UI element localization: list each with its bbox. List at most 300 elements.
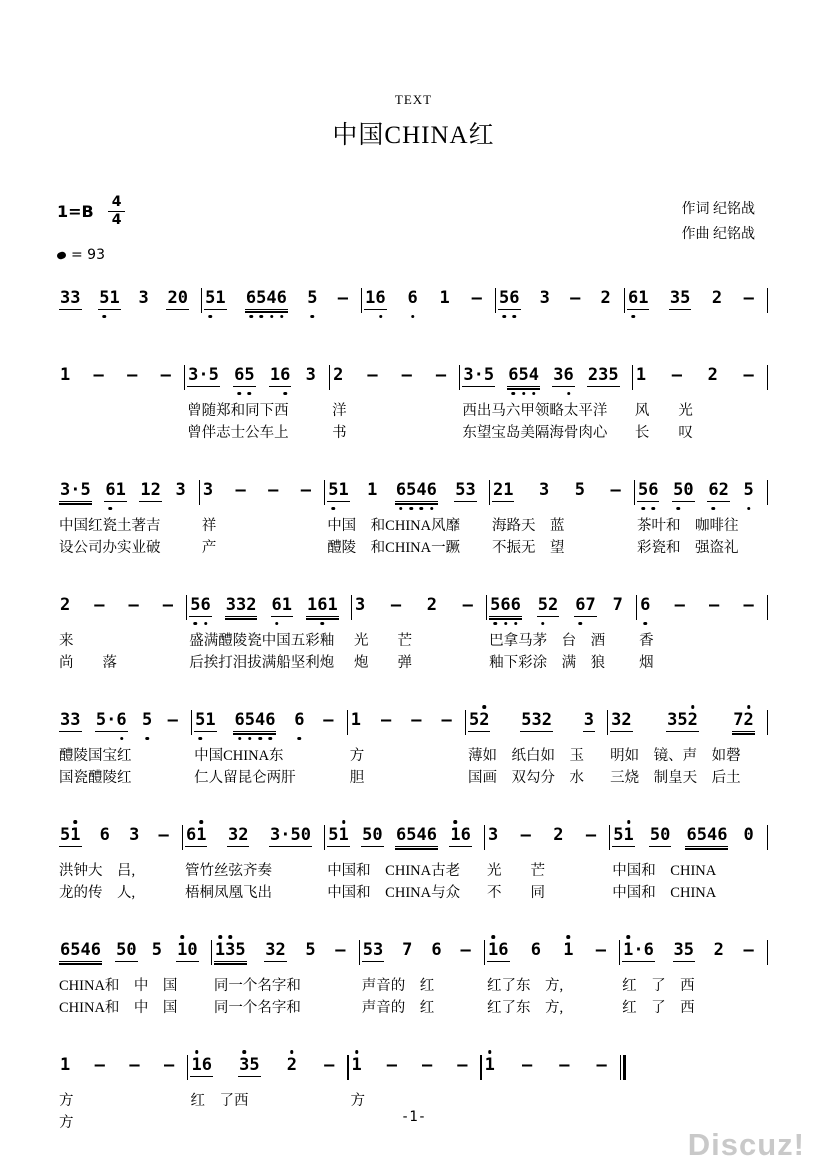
note-char: 5 <box>244 710 255 730</box>
note-char: 5 <box>613 825 624 845</box>
note-group <box>139 481 162 502</box>
note-char: 2 <box>600 288 611 308</box>
lyric-line-2: 产 <box>201 540 217 556</box>
measure <box>188 1046 347 1112</box>
note-char: 3 <box>60 480 71 500</box>
lyric-line-2: 中国和 CHINA <box>612 885 717 901</box>
note-group <box>245 289 288 310</box>
measure <box>352 586 486 674</box>
notes-line <box>57 931 211 967</box>
note-group <box>410 711 422 731</box>
dash-note: – <box>596 1055 607 1075</box>
final-barline <box>620 1055 626 1080</box>
note-char: 6 <box>200 595 211 615</box>
note-group <box>128 596 140 616</box>
note-char: 2 <box>553 825 564 845</box>
note-char: 5 <box>518 365 529 385</box>
barline <box>767 710 768 735</box>
note-group <box>487 941 510 962</box>
measure <box>635 471 767 559</box>
note-char: 3 <box>531 710 542 730</box>
lyric-line-2: 彩瓷和 强盗礼 <box>636 540 739 556</box>
measure <box>360 931 484 1019</box>
lyric-line-2: 东望宝岛美隔海骨肉心 <box>462 425 608 441</box>
lyric-line-2: 烟 <box>639 655 654 671</box>
note-char: 4 <box>416 825 427 845</box>
note-char: 1 <box>115 480 126 500</box>
note-group <box>128 826 140 846</box>
note-group <box>743 481 755 501</box>
lyric-line-1: 声音的 红 <box>361 978 435 994</box>
note-char: 3 <box>188 365 199 385</box>
measure <box>485 816 609 904</box>
note-char: 1 <box>351 1055 362 1075</box>
note-char: 6 <box>276 288 287 308</box>
note-group <box>639 596 651 616</box>
note-group <box>235 481 247 501</box>
note-char: 0 <box>187 940 198 960</box>
measure <box>57 279 201 315</box>
note-char: 6 <box>234 365 245 385</box>
dash-note: – <box>337 288 348 308</box>
note-group <box>538 481 550 501</box>
note-char: 1 <box>503 480 514 500</box>
lyric-line-2: 后挨打泪拔满船坚利炮 <box>189 655 335 671</box>
note-char: 0 <box>372 825 383 845</box>
note-char: 6 <box>460 825 471 845</box>
notes-line <box>57 356 184 392</box>
note-char: 5 <box>249 1055 260 1075</box>
notes-line <box>202 279 361 315</box>
notes-line <box>362 279 495 315</box>
lyric-line-1: 明如 镜、声 如磬 <box>610 748 741 764</box>
score-system <box>57 471 768 559</box>
note-group <box>468 711 491 732</box>
note-char: 3 <box>225 940 236 960</box>
note-char: 7 <box>402 940 413 960</box>
note-group <box>332 366 344 386</box>
score-system <box>57 356 768 444</box>
note-group <box>238 1056 261 1077</box>
note-char: 5 <box>468 710 480 730</box>
notes-line <box>625 279 767 315</box>
meta-block <box>0 189 827 275</box>
note-group <box>160 366 172 386</box>
note-char: 3 <box>227 825 239 845</box>
note-char: 3 <box>265 940 276 960</box>
lyric-line-1: 红 了西 <box>190 1093 249 1109</box>
lyric-line-2: 长 叹 <box>634 425 693 441</box>
note-group <box>435 366 447 386</box>
lyric-line-2: 同一个名字和 <box>213 1000 301 1016</box>
note-char: 5 <box>406 825 417 845</box>
barline <box>767 480 768 505</box>
note-group <box>354 596 366 616</box>
note-group <box>366 481 378 501</box>
measure <box>57 816 182 904</box>
note-char: 1 <box>109 288 120 308</box>
note-group <box>59 711 82 732</box>
note-char: 3 <box>539 288 550 308</box>
lyric-line-2: 胆 <box>349 770 365 786</box>
lyric-line-1: 方 <box>350 1093 365 1109</box>
note-char: 0 <box>683 480 694 500</box>
note-group <box>59 1056 71 1076</box>
note-char: 4 <box>254 710 266 730</box>
measure <box>57 356 184 400</box>
note-group <box>364 289 387 310</box>
note-group <box>300 481 312 501</box>
notes-line <box>330 356 459 392</box>
barline <box>767 595 768 620</box>
note-char: 3 <box>598 365 609 385</box>
notes-line <box>466 701 607 737</box>
note-char: 7 <box>585 595 596 615</box>
note-group <box>95 711 128 732</box>
measure <box>625 279 767 315</box>
measure <box>212 931 359 1019</box>
note-group <box>406 289 418 309</box>
note-char: 5 <box>537 595 549 615</box>
dash-note: – <box>441 710 452 730</box>
lyric-line-1: 茶叶和 咖啡往 <box>636 518 739 534</box>
dash-note: – <box>390 595 402 615</box>
note-group <box>421 1056 433 1076</box>
note-char: 5 <box>683 940 695 960</box>
note-char: 6 <box>185 825 197 845</box>
note-group <box>322 711 334 731</box>
note-group <box>599 289 611 309</box>
note-group <box>264 941 287 962</box>
note-char: 1 <box>350 710 361 730</box>
notes-line <box>496 279 624 315</box>
note-char: 5 <box>490 595 501 615</box>
note-group <box>351 1056 363 1076</box>
note-char: 6 <box>105 480 116 500</box>
notes-line <box>633 356 767 392</box>
note-group <box>163 1056 175 1076</box>
note-char: 3 <box>60 288 71 308</box>
note-char: 1 <box>623 825 634 845</box>
measure <box>490 471 634 559</box>
note-group <box>498 289 521 310</box>
dash-note: – <box>521 1055 533 1075</box>
note-char: 0 <box>300 825 311 845</box>
note-group <box>233 366 256 387</box>
note-char: 5 <box>696 825 707 845</box>
note-group <box>59 289 82 310</box>
measure <box>349 1046 481 1112</box>
note-char: 5 <box>362 940 373 960</box>
note-char: 1 <box>450 825 461 845</box>
measure <box>200 471 324 559</box>
note-char: 2 <box>541 710 552 730</box>
note-char: 6 <box>575 595 586 615</box>
note-group <box>552 826 564 846</box>
note-group <box>350 711 362 731</box>
note-group <box>233 711 276 732</box>
note-group <box>293 711 305 731</box>
note-group <box>530 941 542 961</box>
dash-note: – <box>268 480 279 500</box>
credits <box>682 197 756 247</box>
lyric-line-1: 红了东 方, <box>487 978 564 994</box>
lyric-line-2: 梧桐凤凰飞出 <box>184 885 272 901</box>
lyric-line-1: 光 芒 <box>353 633 412 649</box>
note-group <box>708 596 720 616</box>
note-group <box>214 941 247 962</box>
dash-note: – <box>743 288 754 308</box>
note-char: 4 <box>706 825 718 845</box>
note-char: 3 <box>553 365 564 385</box>
note-group <box>327 481 350 502</box>
note-char: 6 <box>271 595 282 615</box>
note-group <box>743 366 755 386</box>
note-char: 6 <box>498 940 509 960</box>
note-char: 1 <box>214 940 226 960</box>
note-char: 1 <box>60 1055 71 1075</box>
note-char: 6 <box>407 288 418 308</box>
note-char: 5 <box>116 940 127 960</box>
note-char: 6 <box>510 595 521 615</box>
lyric-line-1: 风 光 <box>634 403 693 419</box>
note-group <box>612 826 635 847</box>
barline <box>767 365 768 390</box>
lyric-line-1: 祥 <box>201 518 217 534</box>
notes-line <box>188 1046 347 1082</box>
score <box>57 279 768 1134</box>
note-group <box>202 481 214 501</box>
note-char: 3 <box>60 710 71 730</box>
note-group <box>176 941 199 962</box>
note-group <box>166 289 189 310</box>
score-system <box>57 701 768 789</box>
dash-note: – <box>93 365 104 385</box>
note-group <box>612 596 624 616</box>
notes-line <box>360 931 484 967</box>
text-label: TEXT <box>394 92 433 107</box>
lyric-line-1: 西出马六甲领略太平洋 <box>462 403 608 419</box>
notes-line <box>460 356 631 392</box>
note-char: 6 <box>500 595 511 615</box>
note-char: 0 <box>177 288 188 308</box>
note-group <box>99 826 111 846</box>
note-char: 6 <box>90 940 101 960</box>
note-char: 5 <box>208 365 219 385</box>
note-char: 6 <box>717 825 728 845</box>
notes-line <box>183 816 324 852</box>
note-group <box>59 481 92 502</box>
note-group <box>743 596 755 616</box>
note-group <box>204 289 227 310</box>
note-char: 5 <box>637 480 649 500</box>
notes-line <box>57 586 186 622</box>
notes-line <box>635 471 767 507</box>
notes-line <box>57 701 191 737</box>
lyric-line-2: 尚 落 <box>59 655 117 671</box>
note-group <box>306 289 318 309</box>
lyric-line-1: 中国CHINA东 <box>194 748 284 764</box>
note-char: 1 <box>623 940 634 960</box>
measure <box>57 931 211 1019</box>
note-char: 3 <box>235 595 247 615</box>
lyricist-credit: 作词 纪铭战 <box>681 202 755 217</box>
lyric-line-2: 不 同 <box>487 885 546 901</box>
time-signature-denominator: 4 <box>111 211 122 228</box>
note-group <box>574 596 597 617</box>
note-group <box>460 941 472 961</box>
note-char: 1 <box>60 365 71 385</box>
note-char: 3 <box>305 365 316 385</box>
dash-note: – <box>462 595 473 615</box>
note-char: 2 <box>479 710 490 730</box>
note-char: · <box>106 710 117 730</box>
note-group <box>158 826 170 846</box>
note-char: 2 <box>60 595 71 615</box>
measure <box>460 356 631 444</box>
dash-note: – <box>709 595 720 615</box>
note-group <box>669 289 692 310</box>
dash-note: – <box>335 940 346 960</box>
note-char: 5 <box>521 710 532 730</box>
note-char: 5 <box>235 940 246 960</box>
note-group <box>471 289 483 309</box>
note-char: 6 <box>234 710 245 730</box>
dash-note: – <box>324 1055 335 1075</box>
note-char: 3 <box>239 1055 250 1075</box>
note-group <box>94 1056 106 1076</box>
note-char: 2 <box>707 365 718 385</box>
note-group <box>635 366 647 386</box>
note-group <box>489 596 522 617</box>
note-group <box>162 596 174 616</box>
lyric-line-2: 方 <box>59 1115 74 1131</box>
dash-note: – <box>743 940 754 960</box>
score-system <box>57 816 768 904</box>
note-char: 0 <box>743 825 754 845</box>
dash-note: – <box>421 1055 433 1075</box>
note-char: 6 <box>60 940 71 960</box>
note-char: · <box>280 825 291 845</box>
dash-note: – <box>94 1055 105 1075</box>
dash-note: – <box>743 595 754 615</box>
note-group <box>552 366 575 387</box>
notes-line <box>349 1046 481 1082</box>
notes-line <box>490 471 634 507</box>
note-group <box>137 289 149 309</box>
notes-line <box>185 356 329 392</box>
note-char: 2 <box>492 480 504 500</box>
measure <box>466 701 607 789</box>
note-group <box>362 941 385 962</box>
note-group <box>167 711 179 731</box>
note-group <box>439 289 451 309</box>
note-char: 5 <box>307 288 318 308</box>
notes-line <box>57 1046 187 1082</box>
measure <box>325 471 489 559</box>
note-group <box>327 826 350 847</box>
lyric-line-2: 设公司办实业破 <box>59 540 161 556</box>
note-char: · <box>473 365 484 385</box>
dash-note: – <box>671 365 682 385</box>
note-char: 6 <box>648 480 659 500</box>
note-char: 1 <box>205 710 216 730</box>
notes-line <box>352 586 486 622</box>
note-char: 3 <box>673 940 684 960</box>
lyric-line-1: 同一个名字和 <box>213 978 301 994</box>
lyric-line-2: 炮 弹 <box>353 655 412 671</box>
note-char: 5 <box>142 710 153 730</box>
note-group <box>672 481 695 502</box>
dash-note: – <box>129 1055 140 1075</box>
note-char: 2 <box>246 595 257 615</box>
note-group <box>187 366 220 387</box>
lyric-line-1: 管竹丝弦齐奏 <box>184 863 272 879</box>
lyric-line-2: 曾伴志士公车上 <box>187 425 289 441</box>
note-group <box>585 826 597 846</box>
time-signature <box>108 195 126 227</box>
note-group <box>484 1056 496 1076</box>
note-char: 5 <box>151 940 163 960</box>
note-char: 1 <box>196 825 207 845</box>
dash-note: – <box>94 595 105 615</box>
note-group <box>93 366 105 386</box>
note-char: 1 <box>635 365 647 385</box>
dash-note: – <box>167 710 178 730</box>
measure <box>325 816 484 904</box>
note-group <box>194 711 217 732</box>
lyric-line-1: 来 <box>59 633 74 649</box>
note-char: 6 <box>375 288 386 308</box>
note-group <box>174 481 186 501</box>
dash-note: – <box>160 365 171 385</box>
note-group <box>386 1056 398 1076</box>
notes-line <box>57 471 199 507</box>
measure <box>633 356 767 444</box>
note-group <box>622 941 655 962</box>
note-group <box>558 1056 570 1076</box>
note-char: 1 <box>215 288 226 308</box>
note-char: 1 <box>338 825 349 845</box>
measure <box>496 279 624 315</box>
note-group <box>104 481 127 502</box>
page-number: -1- <box>400 1109 427 1125</box>
note-char: 5 <box>256 288 267 308</box>
note-char: 6 <box>245 288 257 308</box>
note-char: 1 <box>281 595 292 615</box>
lyric-line-1: 醴陵国宝红 <box>59 748 132 764</box>
lyric-line-1: 曾随郑和同下西 <box>187 403 289 419</box>
measure <box>330 356 459 444</box>
note-char: 5 <box>677 710 688 730</box>
note-group <box>574 481 586 501</box>
dash-note: – <box>235 480 246 500</box>
note-group <box>323 1056 335 1076</box>
note-char: 4 <box>528 365 540 385</box>
note-char: · <box>633 940 644 960</box>
note-group <box>380 711 392 731</box>
note-group <box>190 1056 213 1077</box>
lyric-line-1: 中国 和CHINA风靡 <box>327 518 461 534</box>
note-char: 1 <box>338 480 349 500</box>
notes-line <box>485 816 609 852</box>
barline <box>767 940 768 965</box>
note-group <box>271 596 294 617</box>
note-char: 6 <box>530 940 541 960</box>
note-group <box>141 711 153 731</box>
dash-note: – <box>300 480 311 500</box>
note-group <box>395 481 438 502</box>
